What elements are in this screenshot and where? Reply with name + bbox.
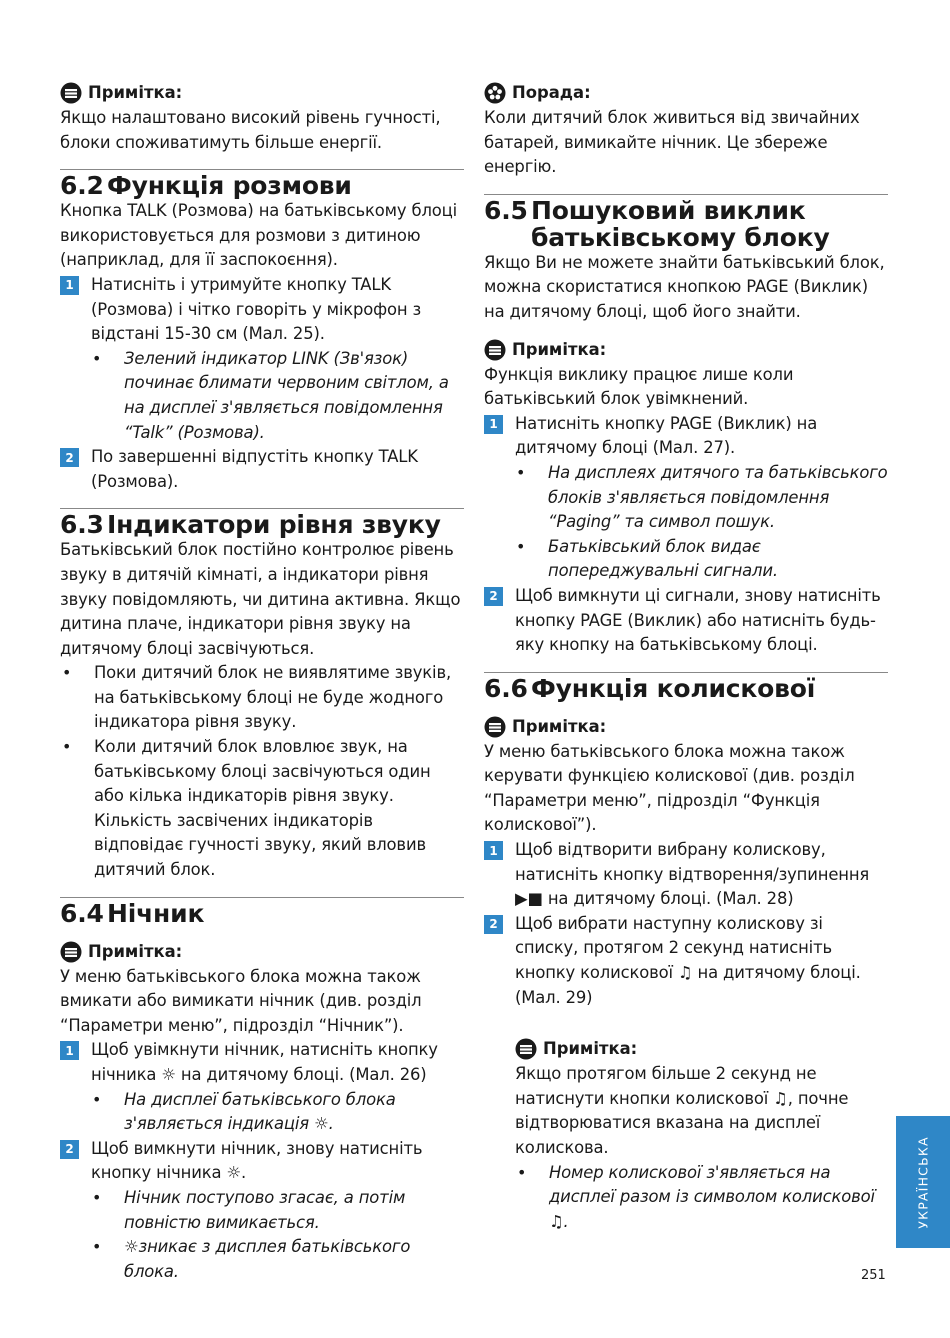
section-divider bbox=[60, 169, 464, 170]
step-number-badge: 1 bbox=[484, 415, 503, 434]
section-heading-6-4 bbox=[60, 900, 464, 927]
step-number-badge: 2 bbox=[484, 915, 503, 934]
bullet-item bbox=[515, 1161, 888, 1235]
step-text: Натисніть кнопку PAGE (Виклик) на дитячому блоці (Мал. 27). bbox=[515, 413, 818, 458]
section-number: 6.2 bbox=[60, 171, 104, 201]
step-item bbox=[484, 912, 888, 1010]
bullet-text: ☼зникає з дисплея батьківського блока. bbox=[124, 1237, 411, 1281]
bullet-text: На дисплеях дитячого та батьківського блоків з'являється повідомлення “Paging” та символ пошук. bbox=[548, 462, 888, 532]
bullet-text: На дисплеї батьківського блока з'являється індикація ☼. bbox=[124, 1089, 396, 1134]
note-icon bbox=[60, 82, 82, 104]
step-number-badge: 2 bbox=[484, 587, 503, 606]
bullet-marker: • bbox=[92, 348, 102, 368]
note-text: Якщо протягом більше 2 секунд не натиснути кнопки колискової ♫, почне відтворюватися вказана на дисплеї колискова. bbox=[515, 1064, 849, 1157]
bullet-marker: • bbox=[516, 536, 526, 556]
note-label: Примітка: bbox=[543, 1039, 638, 1059]
language-tab bbox=[896, 1116, 950, 1248]
note-heading bbox=[515, 1036, 888, 1062]
bullet-text: Батьківський блок видає попереджувальні сигнали. bbox=[548, 536, 778, 581]
bullet-item bbox=[484, 461, 888, 535]
section-heading-6-2 bbox=[60, 172, 464, 199]
step-text: По завершенні відпустіть кнопку TALK (Розмова). bbox=[91, 447, 418, 491]
step-item bbox=[60, 1038, 464, 1087]
section-heading-6-3 bbox=[60, 511, 464, 538]
step-text: Щоб вимкнути ці сигнали, знову натисніть кнопку PAGE (Виклик) або натисніть будь-яку кнопку на батьківському блоці. bbox=[515, 585, 881, 655]
section-divider bbox=[484, 672, 888, 673]
step-text: Щоб відтворити вибрану колискову, натисніть кнопку відтворення/зупинення ▶■ на дитячому блоці. (Мал. 28) bbox=[515, 840, 870, 909]
step-item bbox=[484, 838, 888, 912]
note-heading bbox=[60, 80, 464, 106]
note-text: Функція виклику працює лише коли батьківський блок увімкнений. bbox=[484, 364, 794, 409]
section-intro: Кнопка TALK (Розмова) на батьківському блоці використовується для розмови з дитиною (наприклад, для її заспокоєння). bbox=[60, 201, 458, 270]
note-icon bbox=[484, 339, 506, 361]
section-number: 6.3 bbox=[60, 510, 104, 540]
bullet-text: Коли дитячий блок вловлює звук, на батьківському блоці засвічуються один або кілька індикаторів рівня звуку. Кількість засвічених індикаторів відповідає гучності звуку, який вловив дитячий блок. bbox=[94, 737, 431, 880]
bullet-marker: • bbox=[92, 1187, 102, 1207]
step-number-badge: 1 bbox=[60, 276, 79, 295]
section-title: Нічник bbox=[107, 898, 205, 928]
bullet-item bbox=[60, 735, 464, 883]
section-divider bbox=[60, 508, 464, 509]
note-heading bbox=[484, 714, 888, 740]
bullet-text: Поки дитячий блок не виявлятиме звуків, на батьківському блоці не буде жодного індикатора рівня звуку. bbox=[94, 663, 452, 732]
note-icon bbox=[515, 1038, 537, 1060]
section-title: Індикатори рівня звуку bbox=[107, 510, 441, 540]
note-icon bbox=[60, 941, 82, 963]
tip-icon bbox=[484, 82, 506, 104]
note-text: Якщо налаштовано високий рівень гучності, блоки споживатимуть більше енергії. bbox=[60, 108, 441, 152]
note-label: Примітка: bbox=[88, 83, 183, 102]
bullet-item bbox=[60, 1088, 464, 1137]
section-heading-6-6 bbox=[484, 675, 888, 702]
step-item bbox=[484, 584, 888, 658]
step-item bbox=[60, 273, 464, 347]
language-label: УКРАЇНСЬКА bbox=[915, 1135, 931, 1229]
bullet-marker: • bbox=[516, 462, 526, 482]
bullet-text: Зелений індикатор LINK (Зв'язок) починає блимати червоним світлом, а на дисплеї з'являється повідомлення “Talk” (Розмова). bbox=[124, 348, 449, 442]
note-heading bbox=[60, 939, 464, 965]
bullet-item bbox=[60, 1235, 464, 1284]
section-number: 6.5 bbox=[484, 195, 528, 225]
section-intro: Якщо Ви не можете знайти батьківський блок, можна скористатися кнопкою PAGE (Виклик) на дитячому блоці, щоб його знайти. bbox=[484, 252, 885, 321]
section-title: Пошуковий виклик батьківському блоку bbox=[531, 195, 830, 252]
step-number-badge: 1 bbox=[60, 1041, 79, 1060]
right-column bbox=[484, 78, 888, 1234]
step-text: Щоб увімкнути нічник, натисніть кнопку нічника ☼ на дитячому блоці. (Мал. 26) bbox=[91, 1040, 438, 1084]
bullet-marker: • bbox=[62, 737, 72, 757]
step-text: Щоб вимкнути нічник, знову натисніть кнопку нічника ☼. bbox=[91, 1138, 423, 1183]
bullet-item bbox=[60, 661, 464, 735]
bullet-marker: • bbox=[92, 1237, 102, 1257]
tip-label: Порада: bbox=[512, 83, 591, 102]
section-heading-6-5 bbox=[484, 197, 888, 251]
step-item bbox=[60, 445, 464, 494]
left-column bbox=[60, 78, 464, 1284]
section-intro: Батьківський блок постійно контролює рівень звуку в дитячій кімнаті, а індикатори рівня звуку повідомляють, чи дитина активна. Якщо дитина плаче, індикатори рівня звуку на дитячому блоці засвічуються. bbox=[60, 540, 461, 658]
step-text: Щоб вибрати наступну колискову зі списку, протягом 2 секунд натисніть кнопку колискової ♫ на дитячому блоці. (Мал. 29) bbox=[515, 913, 861, 1007]
section-number: 6.6 bbox=[484, 673, 528, 703]
bullet-item bbox=[60, 347, 464, 445]
step-item bbox=[60, 1137, 464, 1186]
note-text: У меню батьківського блока можна також вмикати або вимикати нічник (див. розділ “Параметри меню”, підрозділ “Нічник”). bbox=[60, 966, 422, 1035]
bullet-text: Нічник поступово згасає, а потім повністю вимикається. bbox=[124, 1187, 406, 1232]
bullet-item bbox=[484, 535, 888, 584]
step-number-badge: 2 bbox=[60, 448, 79, 467]
note-label: Примітка: bbox=[512, 716, 607, 736]
bullet-item bbox=[60, 1186, 464, 1235]
tip-text: Коли дитячий блок живиться від звичайних батарей, вимикайте нічник. Це збереже енергію. bbox=[484, 108, 860, 177]
tip-heading bbox=[484, 80, 888, 106]
step-number-badge: 1 bbox=[484, 841, 503, 860]
section-title: Функція колискової bbox=[531, 673, 816, 703]
note-icon bbox=[484, 716, 506, 738]
page-number: 251 bbox=[861, 1268, 886, 1283]
section-number: 6.4 bbox=[60, 898, 104, 928]
note-label: Примітка: bbox=[512, 339, 607, 359]
step-text: Натисніть і утримуйте кнопку TALK (Розмова) і чітко говоріть у мікрофон з відстані 15-30 см (Мал. 25). bbox=[91, 274, 422, 344]
bullet-marker: • bbox=[92, 1089, 102, 1109]
note-text: У меню батьківського блока можна також керувати функцією колискової (див. розділ “Параметри меню”, підрозділ “Функція колискової”). bbox=[484, 741, 855, 835]
section-title: Функція розмови bbox=[107, 171, 352, 201]
bullet-marker: • bbox=[62, 663, 72, 683]
section-divider bbox=[60, 897, 464, 898]
bullet-text: Номер колискової з'являється на дисплеї разом із символом колискової ♫. bbox=[549, 1162, 875, 1231]
section-divider bbox=[484, 194, 888, 195]
note-label: Примітка: bbox=[88, 941, 183, 961]
nested-note bbox=[484, 1036, 888, 1234]
bullet-marker: • bbox=[517, 1162, 527, 1182]
step-item bbox=[484, 412, 888, 461]
note-heading bbox=[484, 337, 888, 363]
step-number-badge: 2 bbox=[60, 1140, 79, 1159]
